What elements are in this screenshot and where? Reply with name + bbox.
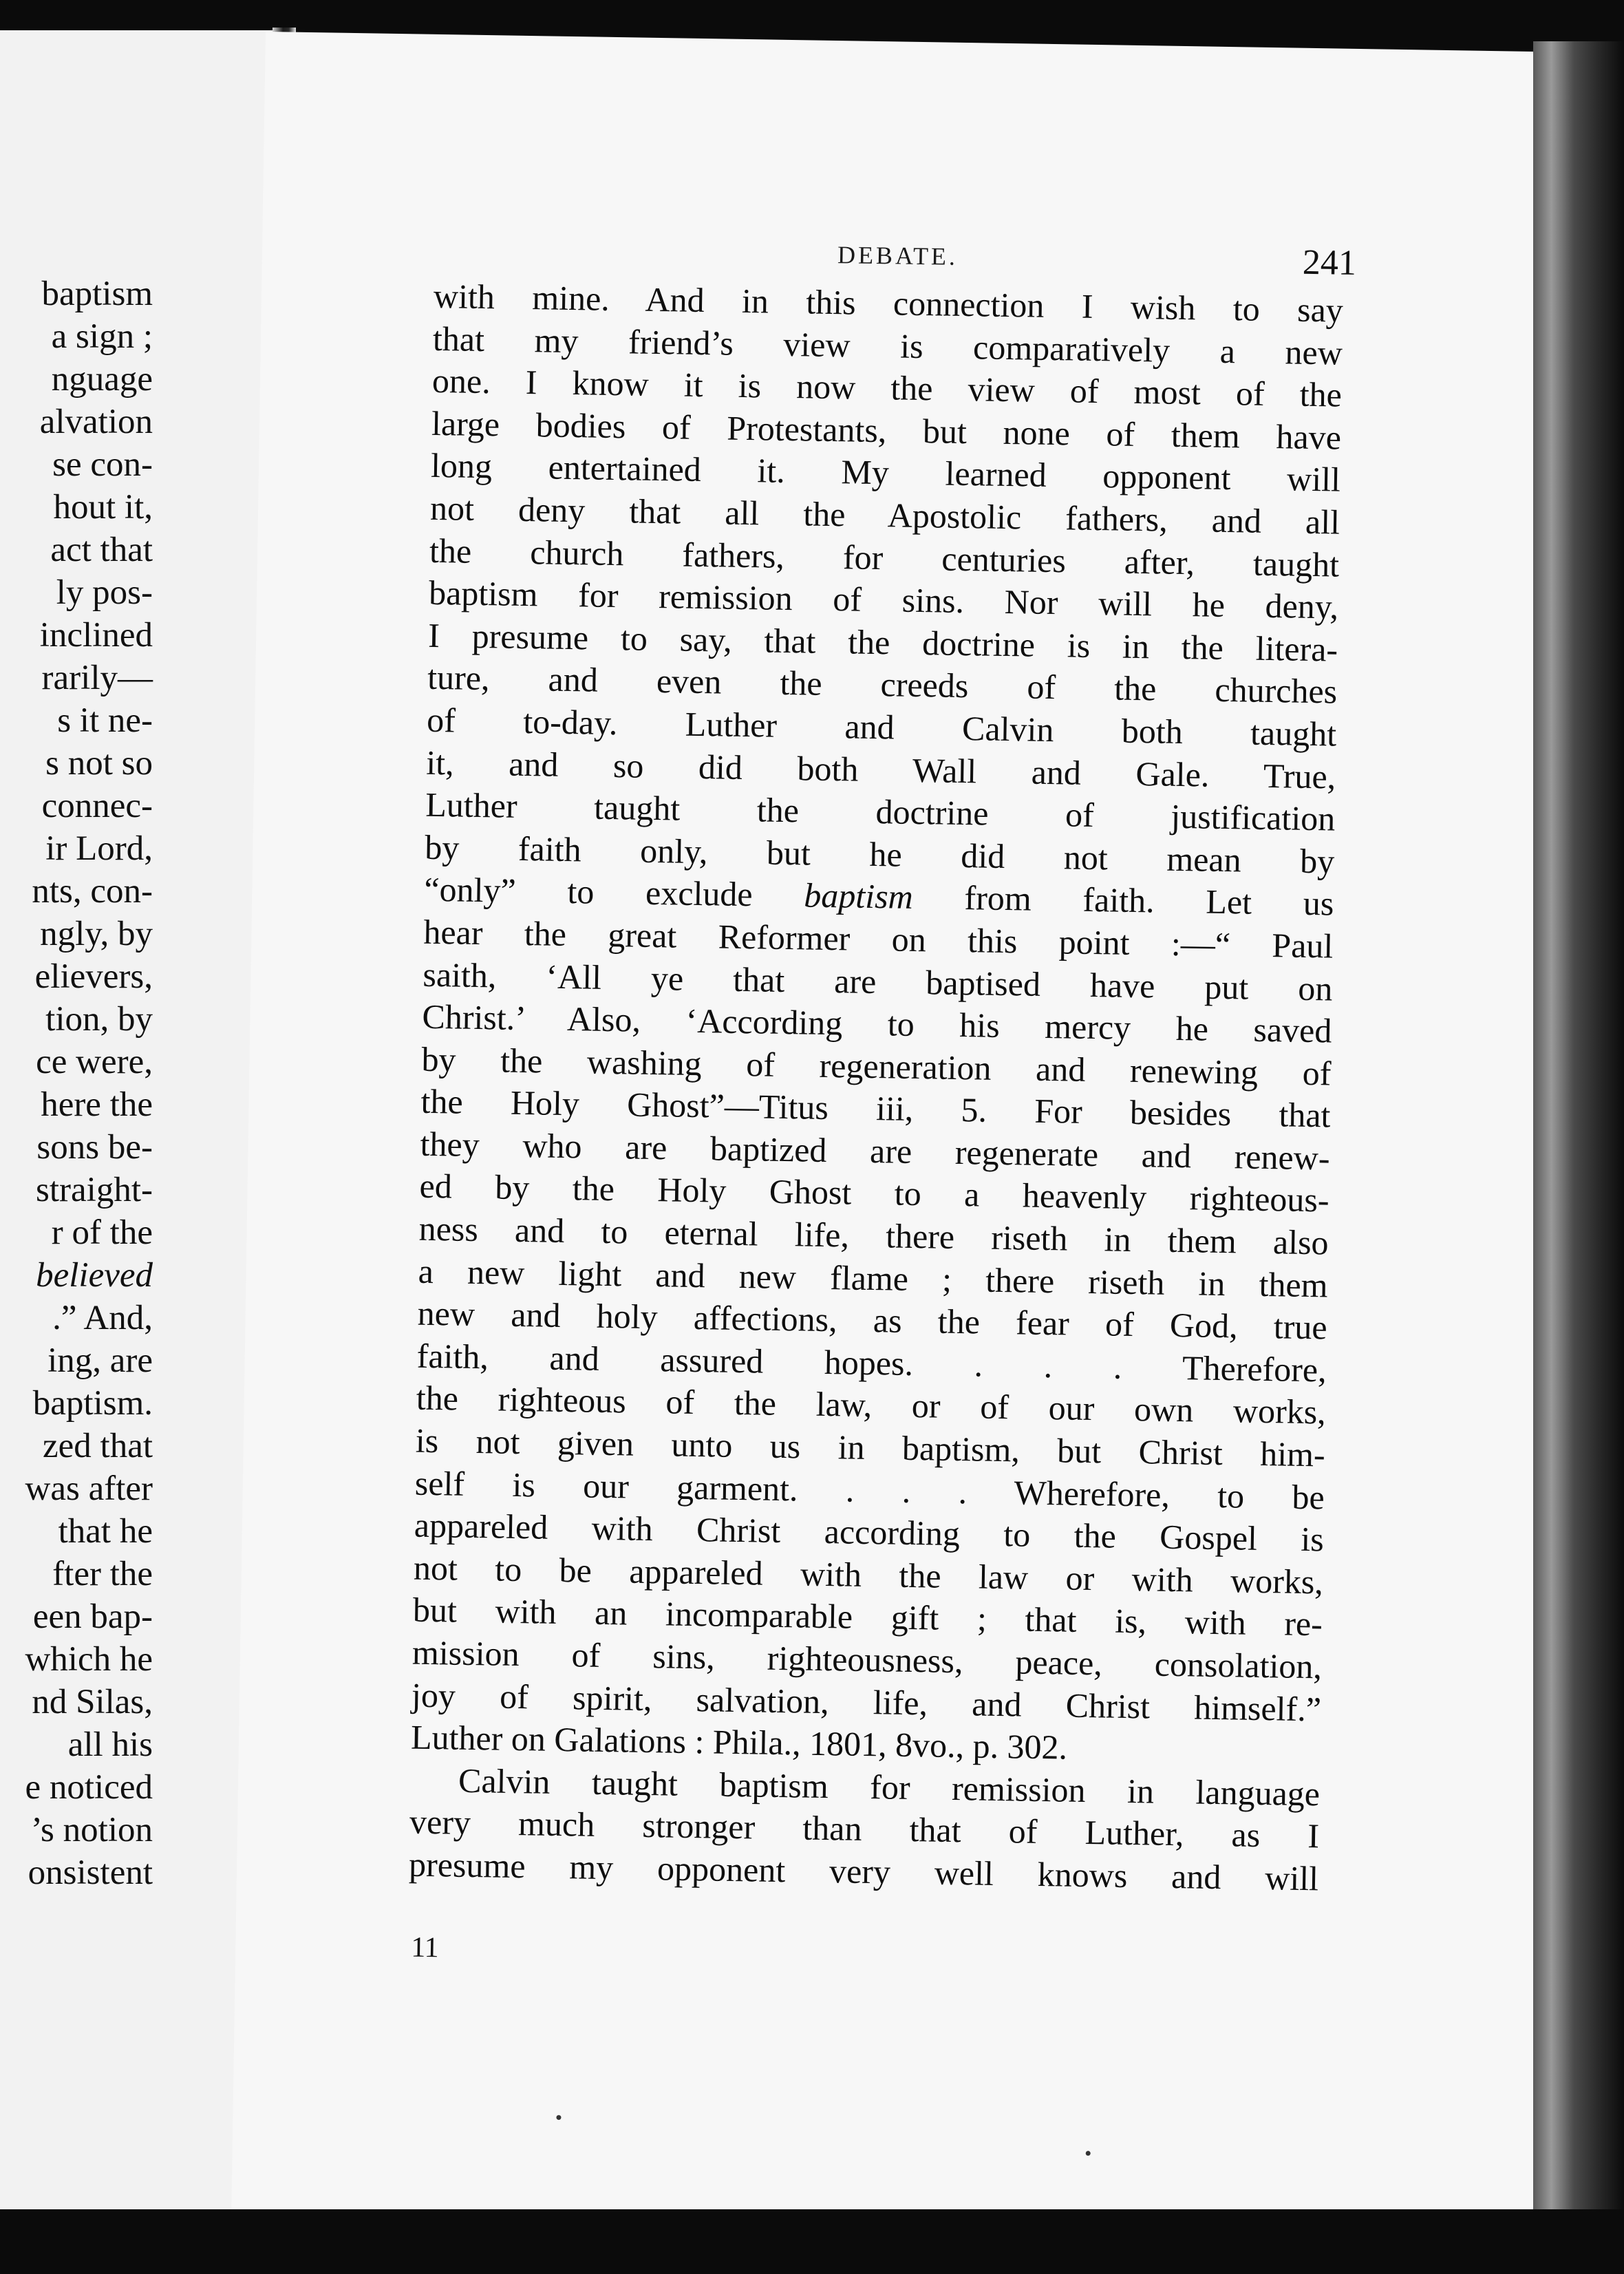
left-text-line: elievers, <box>34 957 153 996</box>
left-text-line: was after <box>25 1469 153 1508</box>
running-head: DEBATE. <box>837 241 959 270</box>
page-number: 241 <box>1302 242 1357 283</box>
text-line: is not given unto us in baptism, but Christ him- <box>415 1421 1326 1474</box>
left-text-line: connec- <box>41 787 153 825</box>
text-line: mission of sins, righteousness, peace, consolation, <box>412 1633 1323 1686</box>
left-text-line: all his <box>67 1725 153 1764</box>
text-line: Christ.’ Also, ‘According to his mercy he saved <box>422 997 1332 1050</box>
text-line: Luther taught the doctrine of justification <box>425 785 1336 838</box>
text-line: new and holy affections, as the fear of God, true <box>417 1293 1328 1347</box>
left-text-line: ly pos- <box>56 573 153 612</box>
left-text-line: straight- <box>36 1171 153 1209</box>
text-line: I presume to say, that the doctrine is in the litera- <box>427 615 1338 669</box>
left-text-line: alvation <box>39 403 153 441</box>
left-text-line: ir Lord, <box>45 829 153 868</box>
text-line: not to be appareled with the law or with works, <box>413 1548 1324 1602</box>
text-line: “only” to exclude baptism from faith. Let us <box>424 870 1334 923</box>
text-line: Luther on Galations : Phila., 1801, 8vo., p. 302. <box>410 1717 1068 1767</box>
text-line: the Holy Ghost”—Titus iii, 5. For besides that <box>420 1082 1331 1135</box>
page-edges <box>1533 41 1624 2274</box>
left-text-line: nd Silas, <box>32 1683 153 1721</box>
text-line: self is our garment. . . . Wherefore, to be <box>414 1463 1325 1517</box>
text-line: not deny that all the Apostolic fathers, and all <box>429 488 1340 542</box>
text-line: but with an incomparable gift ; that is, with re- <box>412 1591 1323 1644</box>
text-line: very much stronger than that of Luther, as I <box>409 1802 1320 1856</box>
left-text-line: a sign ; <box>51 317 153 356</box>
left-text-line: ce were, <box>36 1043 153 1081</box>
left-text-line: nts, con- <box>32 872 153 911</box>
left-text-line: sons be- <box>36 1128 153 1167</box>
left-text-line: here the <box>41 1085 153 1124</box>
text-line: the church fathers, for centuries after, taught <box>429 531 1340 584</box>
text-line: by faith only, but he did not mean by <box>424 827 1335 881</box>
text-line: they who are baptized are regenerate and renew- <box>420 1124 1330 1178</box>
text-line: of to-day. Luther and Calvin both taught <box>426 700 1337 754</box>
left-text-line: .” And, <box>52 1299 153 1337</box>
left-text-line: s it ne- <box>57 701 153 740</box>
left-text-line: fter the <box>52 1555 153 1593</box>
text-line: that my friend’s view is comparatively a new <box>432 319 1343 372</box>
left-text-line: ing, are <box>47 1341 153 1380</box>
text-line: joy of spirit, salvation, life, and Christ himself.” <box>411 1675 1322 1728</box>
left-text-line: baptism <box>41 275 153 313</box>
body-text <box>409 275 1344 1900</box>
text-line: ed by the Holy Ghost to a heavenly righteous- <box>419 1167 1329 1220</box>
text-line: presume my opponent very well knows and will <box>408 1845 1319 1898</box>
text-line: with mine. And in this connection I wish to say <box>433 276 1344 330</box>
text-line: Calvin taught baptism for remission in language <box>458 1761 1321 1814</box>
left-text-line: hout it, <box>53 488 153 527</box>
left-text-line: believed <box>36 1256 153 1295</box>
text-line: saith, ‘All ye that are baptised have put on <box>423 955 1333 1008</box>
text-line: ness and to eternal life, there riseth in them also <box>418 1209 1329 1262</box>
left-text-line: r of the <box>51 1213 153 1252</box>
left-text-line: onsistent <box>28 1853 153 1892</box>
left-text-line: act that <box>50 531 153 569</box>
left-text-line: which he <box>25 1640 153 1679</box>
text-line: by the washing of regeneration and renewing of <box>421 1039 1332 1093</box>
left-text-line: e noticed <box>25 1768 153 1807</box>
text-line: long entertained it. My learned opponent will <box>430 446 1341 499</box>
left-text-line: ’s notion <box>30 1811 153 1849</box>
left-text-line: nguage <box>51 360 153 399</box>
left-text-line: s not so <box>45 744 153 783</box>
left-text-line: that he <box>58 1512 153 1551</box>
print-speck <box>556 2115 561 2120</box>
left-text-line: rarily— <box>41 659 153 697</box>
left-text-line: ngly, by <box>40 915 153 953</box>
left-text-line: een bap- <box>32 1597 153 1636</box>
signature-mark: 11 <box>410 1931 440 1964</box>
text-line: the righteous of the law, or of our own works, <box>416 1379 1327 1432</box>
left-page-text <box>25 273 153 1894</box>
text-line: faith, and assured hopes. . . . Therefore, <box>416 1336 1327 1390</box>
text-line: a new light and new flame ; there riseth in them <box>418 1251 1329 1305</box>
print-speck <box>1086 2151 1091 2156</box>
text-line: one. I know it is now the view of most of the <box>431 361 1343 414</box>
scan-border <box>0 2209 1624 2274</box>
text-line: large bodies of Protestants, but none of them have <box>431 403 1342 457</box>
text-line: hear the great Reformer on this point :—“ Paul <box>423 912 1334 966</box>
text-line: ture, and even the creeds of the churches <box>427 658 1338 711</box>
left-text-line: zed that <box>43 1427 153 1465</box>
left-text-line: inclined <box>39 616 153 655</box>
left-text-line: se con- <box>52 445 153 484</box>
right-page <box>231 32 1581 2251</box>
text-line: baptism for remission of sins. Nor will he deny, <box>428 573 1339 626</box>
text-line: appareled with Christ according to the Gospel is <box>414 1505 1325 1559</box>
text-line: it, and so did both Wall and Gale. True, <box>425 743 1336 796</box>
left-text-line: tion, by <box>45 1000 153 1039</box>
left-text-line: baptism. <box>32 1384 153 1423</box>
